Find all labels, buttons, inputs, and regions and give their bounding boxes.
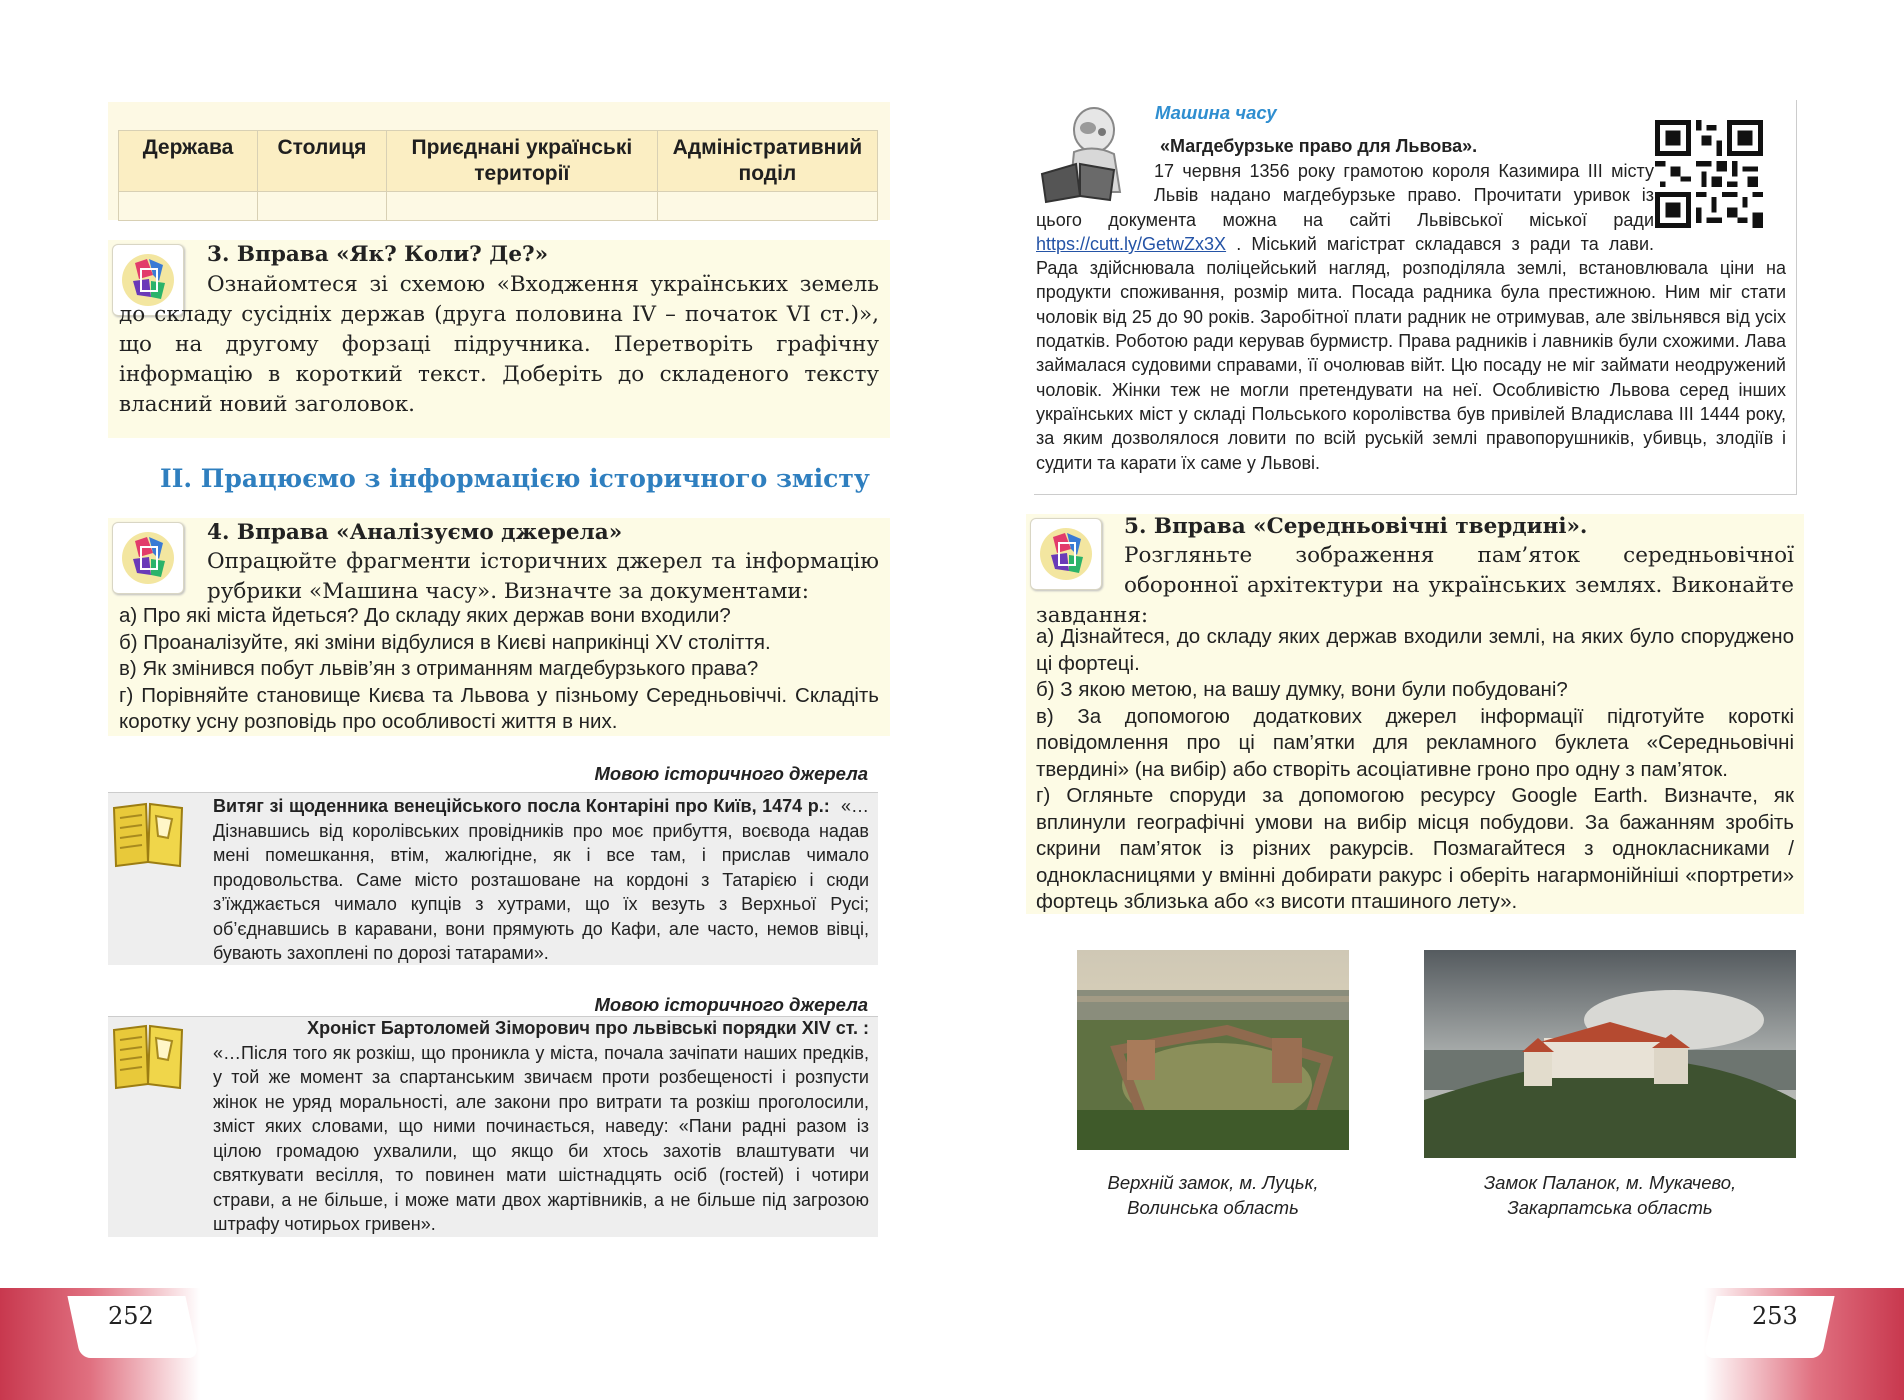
source-1-text xyxy=(119,794,869,966)
table-header-row xyxy=(119,131,878,192)
source-1-title: Витяг зі щоденника венеційського посла Контаріні про Київ, 1474 р.: xyxy=(213,796,830,816)
list-item: г) Огляньте споруди за допомогою ресурсу Google Earth. Визначте, як вплинули географічні умови на вибір місця побудови. За бажанням зробіть скрини пам’яток із різних ракурсів. Позмагайтеся з однокласниками / однокласницями у вмінні добирати ракурс і оберіть нагармонійніші «портрети» фортець зблизька або «з висоти пташиного лету». xyxy=(1036,784,1794,913)
table-header-division: Адміністративний поділ xyxy=(657,131,877,192)
list-item: в) За допомогою додаткових джерел інформації підготуйте короткі повідомлення про ці пам’ятки для рекламного буклета «Середньовічні твердині» (на вибір) або створіть асоціативне гроно про одну з пам’яток. xyxy=(1036,704,1794,781)
section-title: ІІ. Працюємо з інформацією історичного змісту xyxy=(160,464,870,493)
table-cell xyxy=(119,192,258,221)
table-header-capital: Столиця xyxy=(258,131,387,192)
list-item: б) Проаналізуйте, які зміни відбулися в Києві наприкінці XV століття. xyxy=(119,630,771,654)
source-2-heading: Мовою історичного джерела xyxy=(594,994,868,1015)
exercise-3-title: 3. Вправа «Як? Коли? Де?» xyxy=(207,242,549,267)
source-1-heading: Мовою історичного джерела xyxy=(594,763,868,784)
lutsk-castle-photo xyxy=(1077,950,1349,1150)
exercise-4-title: 4. Вправа «Аналізуємо джерела» xyxy=(207,520,623,545)
time-machine-text xyxy=(1036,159,1786,475)
source-2-title: Хроніст Бартоломей Зіморович про львівські порядки XIV ст. : xyxy=(307,1018,869,1038)
table-header-state: Держава xyxy=(119,131,258,192)
list-item: а) Про які міста йдеться? До складу яких держав вони входили? xyxy=(119,604,731,627)
exercise-5-title: 5. Вправа «Середньовічні твердині». xyxy=(1124,514,1588,539)
exercise-5-items xyxy=(1036,624,1794,916)
list-item: б) З якою метою, на вашу думку, вони були побудовані? xyxy=(1036,678,1568,701)
states-table xyxy=(118,130,878,221)
time-machine-link[interactable]: https://cutt.ly/GetwZx3X xyxy=(1036,233,1227,254)
time-machine-text-part1: 17 червня 1356 року грамотою короля Казимира III місту Львів надано магдебурзьке право. Прочитати уривок із цього документа можна на сайті Львівської міської ради xyxy=(1036,161,1654,230)
photo-caption-lutsk: Верхній замок, м. Луцьк, Волинська область xyxy=(1107,1172,1319,1218)
robot-float-spacer xyxy=(1036,159,1154,207)
qr-float-spacer xyxy=(1654,159,1786,243)
table-cell xyxy=(657,192,877,221)
exercise-3-text: Ознайомтеся зі схемою «Входження українських земель до складу сусідніх держав (друга половина IV – початок VI ст.)», що на другому форзаці підручника. Перетворіть графічну інформацію в короткий текст. Доберіть до складеного тексту власний новий заголовок. xyxy=(119,272,879,417)
hands-puzzle-icon xyxy=(113,523,183,593)
time-machine-title: «Магдебурзьке право для Львова». xyxy=(1160,136,1478,156)
source-1-quote: «…Дізнавшись від королівських провідників про моє прибуття, воєвода надав мені помешкання, втім, жалюгідне, як і все там, і прислав чимало продовольства. Саме місто розташоване на кордоні з Татарією і сюди з’їжджається чимало купців з хутрами, що їх везуть з Верхньої Русі; об’єднавшись в каравани, вони прямують до Кафи, але часто, немов вівці, бувають захоплені по дорозі татарами». xyxy=(213,796,869,963)
list-item: в) Як змінився побут львів’ян з отриманням магдебурзького права? xyxy=(119,657,759,680)
list-item: г) Порівняйте становище Києва та Львова у пізньому Середньовіччі. Складіть коротку усну розповідь про особливості життя в них. xyxy=(119,683,879,733)
source-2-quote: «…Після того як розкіш, що проникла у міста, почала зачіпати наших предків, у той же момент за спартанським звичаєм проти розбещеності і розпусти жінок не уряд моральності, але закони про витрати та розкіш проголосили, зміст яких словами, що ними починається, наведу: «Пани радні разом із цілою громадою ухвалили, що якщо би хтось захотів влаштувати чи святкувати весілля, то повинен мати шістнадцять осіб (гостей) і чотири страви, а не більше, і може мати двох жартівників, а не більше під загрозою штрафу чотирьох гривен». xyxy=(213,1042,869,1234)
table-cell xyxy=(386,192,657,221)
photo-caption-palanok: Замок Паланок, м. Мукачево, Закарпатська область xyxy=(1483,1172,1737,1218)
exercise-icon xyxy=(112,522,184,594)
table-row xyxy=(119,192,878,221)
page-number-right: 253 xyxy=(1752,1302,1798,1330)
list-item: а) Дізнайтеся, до складу яких держав входили землі, на яких було споруджено ці фортеці. xyxy=(1036,625,1794,675)
table-cell xyxy=(258,192,387,221)
exercise-5-text: Розгляньте зображення пам’яток середньовічної оборонної архітектури на українських землях. Виконайте завдання: xyxy=(1036,543,1794,628)
exercise-4-items xyxy=(119,603,879,736)
exercise-4-text: Опрацюйте фрагменти історичних джерел та інформацію рубрики «Машина часу». Визначте за документами: xyxy=(207,549,879,604)
time-machine-label: Машина часу xyxy=(1155,102,1277,123)
page-number-left: 252 xyxy=(108,1302,154,1330)
source-2-text xyxy=(119,1016,869,1237)
palanok-castle-photo xyxy=(1424,950,1796,1158)
time-machine-text-part2: . Міський магістрат складався з ради та лави. Рада здійснювала поліцейський нагляд, розподіляла землі, встановлювала ціни на продукти споживання, розмір мита. Посада радника була престижною. Ним міг стати чоловік від 25 до 90 років. Заробітної плати радник не отримував, але звільнявся від усіх податків. Роботою ради керував бурмистр. Права радників і лавників були схожими. Лава займалася судовими справами, її очолював війт. Цю посаду не міг займати неодружений чоловік. Жінки теж не могли претендувати на неї. Особливістю Львова серед інших українських міст у складі Польського королівства був привілей Владислава III 1444 року, за яким дозволялося ловити по всій руській землі правопорушників, убивць, злодіїв і судити та карати їх саме у Львові. xyxy=(1036,233,1786,473)
table-header-territories: Приєднані українські території xyxy=(386,131,657,192)
